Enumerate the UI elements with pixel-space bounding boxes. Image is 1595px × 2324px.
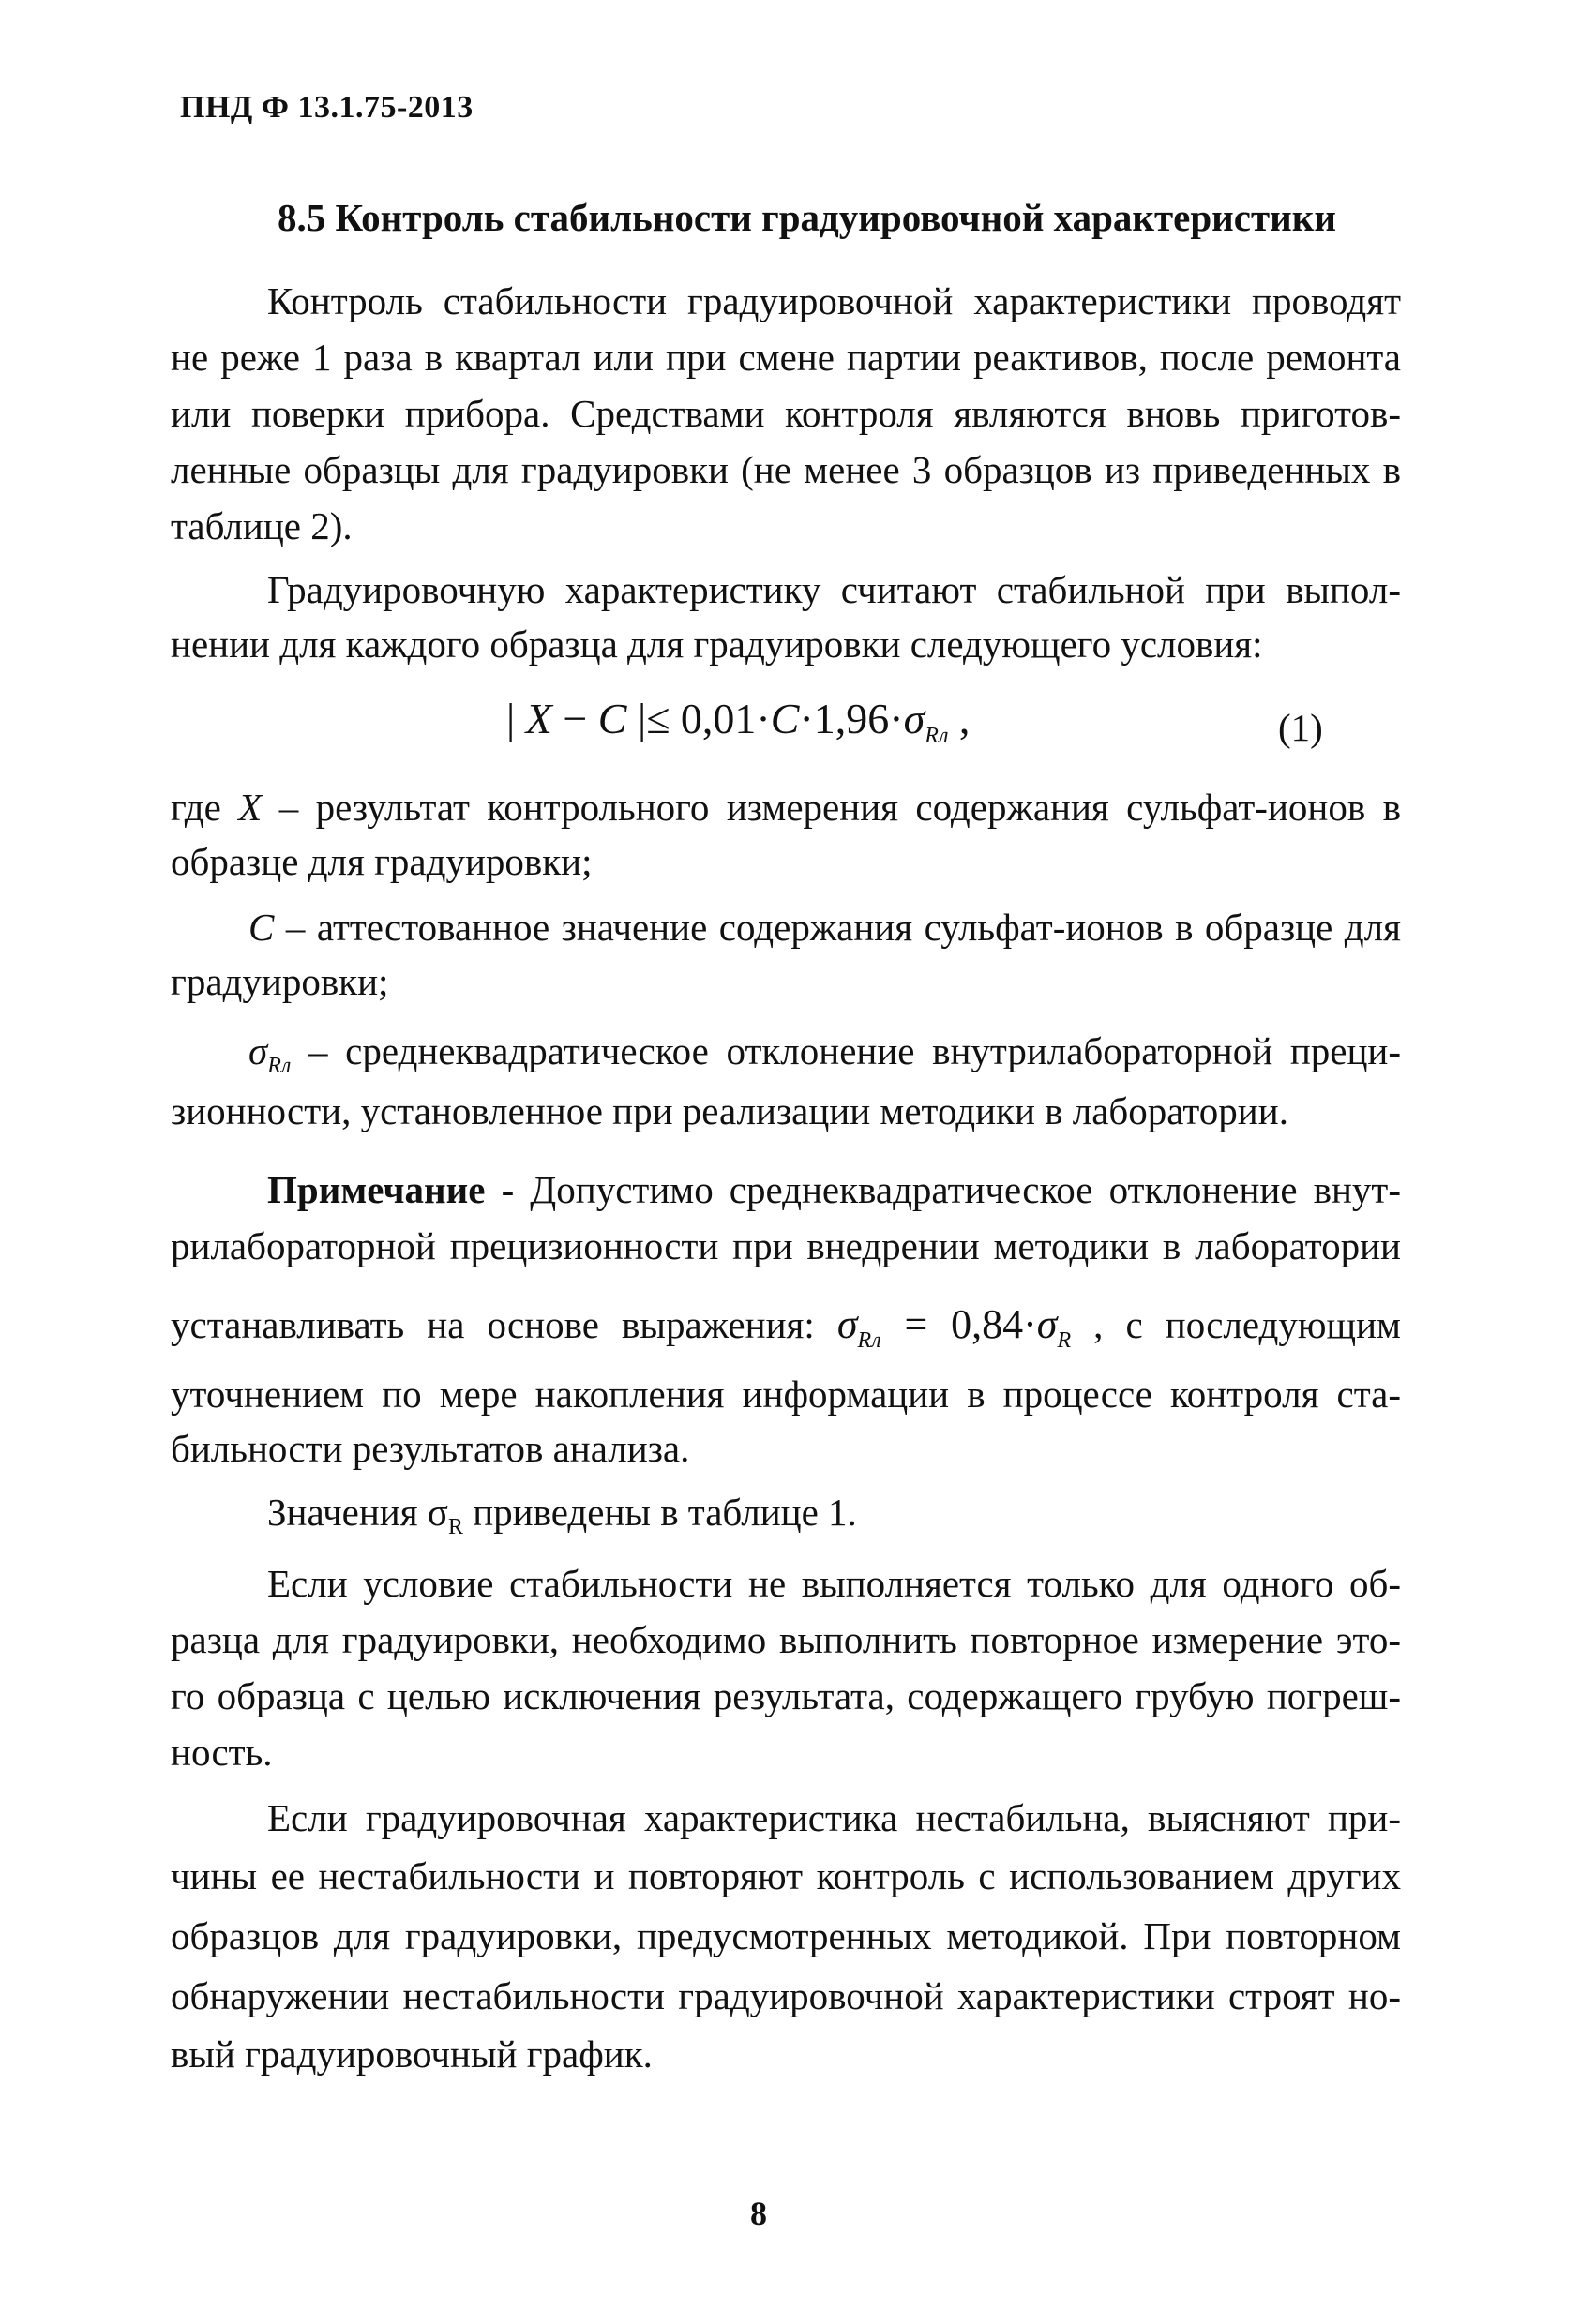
paragraph-4-line: чины ее нестабильности и повторяют контроль с использованием других (171, 1854, 1401, 1897)
definition-c-line (248, 904, 1401, 951)
formula-x: X (525, 695, 552, 742)
paragraph-3-line: Если условие стабильности не выполняется только для одного об- (267, 1562, 1401, 1605)
document-code: ПНД Ф 13.1.75-2013 (180, 90, 474, 125)
paragraph-4-line: Если градуировочная характеристика нестабильна, выясняют при- (267, 1796, 1401, 1839)
formula-minus: − (551, 695, 598, 742)
note-sigma-subscript: Rл (857, 1327, 881, 1353)
formula-bar-open: | (506, 695, 526, 742)
definition-sigma-symbol: σ (248, 1029, 268, 1072)
paragraph-4-line: образцов для градуировки, предусмотренных методикой. При повторном (171, 1914, 1401, 1957)
definition-c-text: – аттестованное значение содержания сульфат-ионов в образце для (274, 906, 1401, 949)
note-line: рилабораторной прецизионности при внедрении методики в лаборатории (171, 1224, 1401, 1267)
values-sigma-subscript: R (447, 1515, 463, 1540)
note-sigma-symbol: σ (836, 1301, 858, 1347)
formula-rest: ≤ 0,01· (646, 695, 771, 742)
formula-sigma: σ (903, 695, 925, 742)
paragraph-3-line: ность. (171, 1731, 273, 1774)
paragraph-3-line: разца для градуировки, необходимо выполнить повторное измерение это- (171, 1618, 1401, 1661)
note-line (267, 1166, 1401, 1213)
definition-sigma-text: – среднеквадратическое отклонение внутрилабораторной преци- (291, 1029, 1401, 1072)
values-sigma-symbol: σ (427, 1491, 448, 1534)
note-formula-line (171, 1301, 1401, 1364)
formula-sigma-subscript: Rл (925, 724, 949, 749)
definition-x-prefix: где (171, 786, 239, 829)
formula-c2: C (770, 695, 800, 742)
paragraph-4-line: вый градуировочный график. (171, 2032, 653, 2076)
definition-x-text: – результат контрольного измерения содержания сульфат-ионов в (262, 786, 1401, 829)
paragraph-3-line: го образца с целью исключения результата, содержащего грубую погреш- (171, 1674, 1401, 1717)
note-inline-formula (836, 1301, 1072, 1353)
note-formula-prefix: устанавливать на основе выражения: (171, 1303, 837, 1346)
note-text: - Допустимо среднеквадратическое отклонение внут- (485, 1168, 1401, 1211)
paragraph-1-line: или поверки прибора. Средствами контроля являются вновь приготов- (171, 392, 1401, 435)
definition-x-line (171, 784, 1401, 831)
values-reference-line (267, 1489, 1401, 1551)
note-formula-middle: = 0,84· (880, 1301, 1037, 1347)
paragraph-1-line: таблице 2). (171, 504, 353, 547)
formula-c: C (597, 695, 627, 742)
formula-bar-close: | (626, 695, 647, 742)
definition-sigma-line (248, 1027, 1401, 1089)
paragraph-1-line: не реже 1 раза в квартал или при смене партии реактивов, после ремонта (171, 336, 1401, 379)
definition-c-symbol: C (248, 906, 275, 949)
values-prefix: Значения (267, 1491, 428, 1534)
definition-x-line-2: образце для градуировки; (171, 840, 593, 883)
paragraph-4-line: обнаружении нестабильности градуировочной характеристики строят но- (171, 1974, 1401, 2017)
formula-comma: , (948, 695, 971, 742)
paragraph-2-line: Градуировочную характеристику считают стабильной при выпол- (267, 568, 1401, 611)
note-sigma-r-subscript: R (1057, 1327, 1072, 1353)
section-title: 8.5 Контроль стабильности градуировочной характеристики (278, 196, 1336, 239)
note-label: Примечание (267, 1168, 486, 1211)
stability-condition-formula (506, 694, 970, 749)
paragraph-1-line: Контроль стабильности градуировочной характеристики проводят (267, 279, 1401, 322)
definition-x-symbol: X (238, 786, 263, 829)
note-formula-suffix: , с последующим (1071, 1303, 1401, 1346)
definition-c-line-2: градуировки; (171, 960, 389, 1003)
formula-rest2: ·1,96· (799, 695, 904, 742)
note-line: уточнением по мере накопления информации в процессе контроля ста- (171, 1372, 1401, 1416)
definition-sigma-subscript: Rл (267, 1054, 292, 1079)
note-line: бильности результатов анализа. (171, 1427, 690, 1470)
paragraph-1-line: ленные образцы для градуировки (не менее 3 образцов из приведенных в (171, 448, 1401, 491)
values-suffix: приведены в таблице 1. (462, 1491, 857, 1534)
paragraph-2-line: нении для каждого образца для градуировки следующего условия: (171, 622, 1263, 666)
page-number: 8 (750, 2195, 767, 2232)
note-sigma-r-symbol: σ (1036, 1301, 1058, 1347)
equation-number: (1) (1278, 706, 1323, 749)
definition-sigma-line-2: зионности, установленное при реализации методики в лаборатории. (171, 1089, 1288, 1132)
